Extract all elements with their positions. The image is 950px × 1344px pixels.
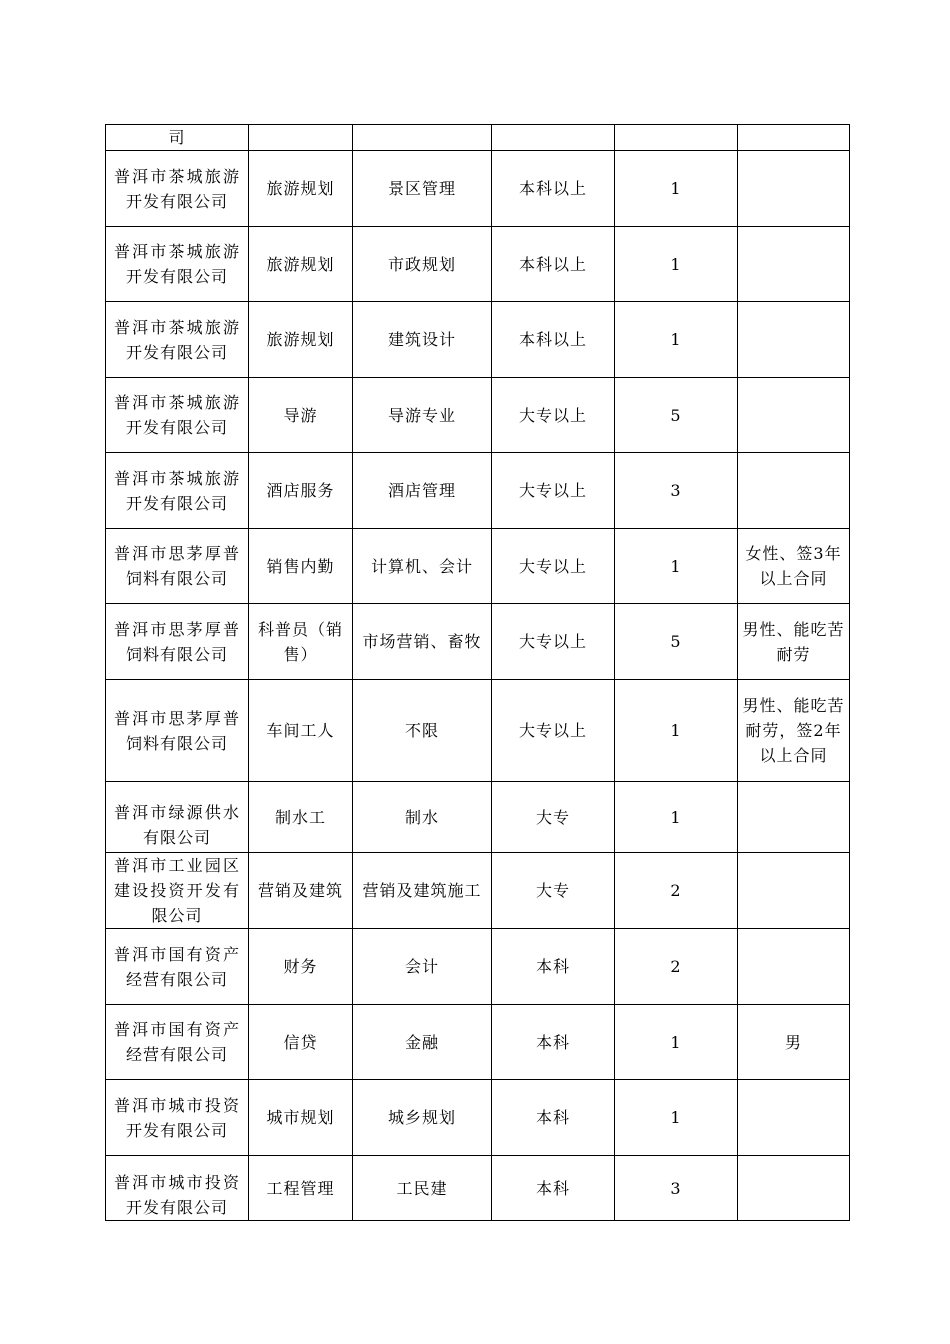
table-row [106, 680, 850, 782]
table-row [106, 378, 850, 453]
count-cell: 1 [615, 151, 738, 227]
remarks-cell: 男 [738, 1005, 850, 1080]
remarks-cell [738, 227, 850, 302]
education-cell: 大专以上 [492, 453, 615, 529]
table-row [106, 151, 850, 227]
count-cell: 5 [615, 604, 738, 680]
major-cell: 建筑设计 [353, 302, 492, 378]
remarks-cell [738, 853, 850, 929]
major-cell: 酒店管理 [353, 453, 492, 529]
position-cell: 营销及建筑 [249, 853, 353, 929]
major-cell: 工民建 [353, 1156, 492, 1221]
company-cell: 普洱市思茅厚普饲料有限公司 [106, 604, 249, 680]
remarks-cell: 男性、能吃苦耐劳，签2年以上合同 [738, 680, 850, 782]
education-cell: 大专以上 [492, 680, 615, 782]
remarks-cell [738, 378, 850, 453]
count-cell: 1 [615, 302, 738, 378]
major-cell: 金融 [353, 1005, 492, 1080]
position-cell: 旅游规划 [249, 302, 353, 378]
table-row [106, 125, 850, 151]
company-cell: 普洱市城市投资开发有限公司 [106, 1080, 249, 1156]
table-row [106, 1080, 850, 1156]
education-cell: 大专 [492, 782, 615, 853]
table-row [106, 782, 850, 853]
remarks-cell: 女性、签3年以上合同 [738, 529, 850, 604]
count-cell [615, 125, 738, 151]
position-cell: 车间工人 [249, 680, 353, 782]
remarks-cell [738, 151, 850, 227]
remarks-cell [738, 125, 850, 151]
company-cell: 普洱市茶城旅游开发有限公司 [106, 378, 249, 453]
position-cell: 财务 [249, 929, 353, 1005]
company-cell: 司 [106, 125, 249, 151]
position-cell: 制水工 [249, 782, 353, 853]
education-cell: 本科 [492, 1005, 615, 1080]
table-row [106, 1156, 850, 1221]
position-cell: 城市规划 [249, 1080, 353, 1156]
major-cell: 导游专业 [353, 378, 492, 453]
education-cell: 本科 [492, 1080, 615, 1156]
major-cell [353, 125, 492, 151]
table-row [106, 529, 850, 604]
company-cell: 普洱市茶城旅游开发有限公司 [106, 302, 249, 378]
table-row [106, 1005, 850, 1080]
position-cell: 酒店服务 [249, 453, 353, 529]
company-text: 普洱市城市投资开发有限公司 [114, 1173, 240, 1217]
table-row [106, 227, 850, 302]
company-cell-clip [114, 1167, 240, 1220]
company-cell: 普洱市思茅厚普饲料有限公司 [106, 529, 249, 604]
position-cell [249, 125, 353, 151]
count-cell: 2 [615, 853, 738, 929]
recruitment-table [105, 124, 850, 1221]
table-row [106, 453, 850, 529]
remarks-cell [738, 302, 850, 378]
company-cell [106, 1156, 249, 1221]
remarks-cell [738, 453, 850, 529]
count-cell: 3 [615, 453, 738, 529]
education-cell [492, 125, 615, 151]
remarks-cell [738, 782, 850, 853]
count-cell: 1 [615, 529, 738, 604]
company-cell: 普洱市国有资产经营有限公司 [106, 1005, 249, 1080]
count-cell: 3 [615, 1156, 738, 1221]
company-cell: 普洱市茶城旅游开发有限公司 [106, 453, 249, 529]
table-row [106, 853, 850, 929]
major-cell: 会计 [353, 929, 492, 1005]
major-cell: 制水 [353, 782, 492, 853]
education-cell: 本科以上 [492, 151, 615, 227]
remarks-cell [738, 929, 850, 1005]
major-cell: 营销及建筑施工 [353, 853, 492, 929]
count-cell: 1 [615, 1005, 738, 1080]
major-cell: 不限 [353, 680, 492, 782]
education-cell: 本科 [492, 929, 615, 1005]
education-cell: 大专以上 [492, 378, 615, 453]
count-cell: 5 [615, 378, 738, 453]
position-cell: 信贷 [249, 1005, 353, 1080]
major-cell: 城乡规划 [353, 1080, 492, 1156]
count-cell: 2 [615, 929, 738, 1005]
remarks-cell: 男性、能吃苦耐劳 [738, 604, 850, 680]
company-cell: 普洱市工业园区建设投资开发有限公司 [106, 853, 249, 929]
table-row [106, 929, 850, 1005]
company-cell: 普洱市茶城旅游开发有限公司 [106, 227, 249, 302]
position-cell: 旅游规划 [249, 151, 353, 227]
count-cell: 1 [615, 680, 738, 782]
position-cell: 旅游规划 [249, 227, 353, 302]
count-cell: 1 [615, 782, 738, 853]
major-cell: 市政规划 [353, 227, 492, 302]
table-row [106, 302, 850, 378]
remarks-cell [738, 1156, 850, 1221]
position-cell: 销售内勤 [249, 529, 353, 604]
major-cell: 计算机、会计 [353, 529, 492, 604]
position-cell: 导游 [249, 378, 353, 453]
major-cell: 景区管理 [353, 151, 492, 227]
major-cell: 市场营销、畜牧 [353, 604, 492, 680]
count-cell: 1 [615, 1080, 738, 1156]
education-cell: 大专 [492, 853, 615, 929]
table-body [106, 125, 850, 1221]
company-cell: 普洱市国有资产经营有限公司 [106, 929, 249, 1005]
company-cell: 普洱市绿源供水有限公司 [106, 782, 249, 853]
position-cell: 科普员（销售） [249, 604, 353, 680]
position-cell: 工程管理 [249, 1156, 353, 1221]
education-cell: 本科 [492, 1156, 615, 1221]
company-cell: 普洱市茶城旅游开发有限公司 [106, 151, 249, 227]
company-cell: 普洱市思茅厚普饲料有限公司 [106, 680, 249, 782]
table-row [106, 604, 850, 680]
count-cell: 1 [615, 227, 738, 302]
education-cell: 大专以上 [492, 529, 615, 604]
education-cell: 大专以上 [492, 604, 615, 680]
education-cell: 本科以上 [492, 227, 615, 302]
remarks-cell [738, 1080, 850, 1156]
education-cell: 本科以上 [492, 302, 615, 378]
